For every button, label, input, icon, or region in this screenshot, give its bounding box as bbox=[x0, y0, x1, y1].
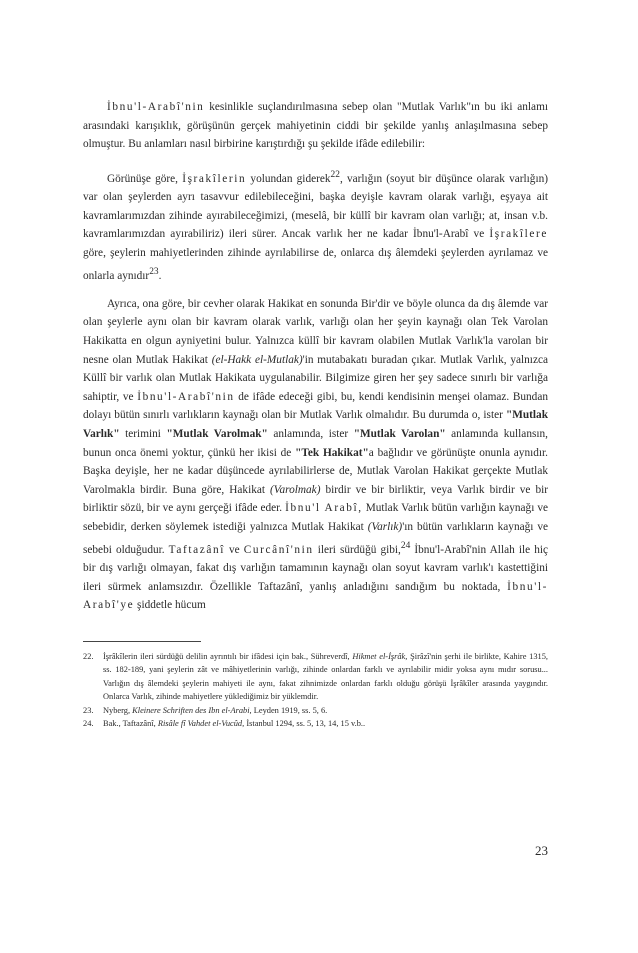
text-run: yolundan giderek bbox=[246, 172, 331, 185]
footnote-ref[interactable]: 22 bbox=[330, 169, 340, 180]
text-run: . bbox=[158, 269, 162, 282]
text-run: İstanbul 1294, ss. 5, 13, 14, 15 v.b.. bbox=[244, 719, 366, 729]
footnote-23 bbox=[83, 704, 548, 718]
paragraph-3 bbox=[83, 295, 548, 615]
text-run: Mutlak Varlık bütün varlığın kaynağı ve sebebidir, derken söylemek istediği yalnızca Mutlak Hakikat bbox=[83, 502, 548, 533]
text-run: şiddetle hücum bbox=[134, 599, 206, 612]
bold-term: "Mutlak Varolan" bbox=[353, 428, 446, 441]
text-run: Nyberg, bbox=[103, 705, 133, 715]
text-run: 'in mutabakatı buradan çıkar. Mutlak Varlık, yalnızca Küllî bir varlık olan Mutlak Hakikata uygulanabilir. Bilgimize giren her şey sadece sınırlı bir varlığa sahiptir, ve bbox=[83, 353, 548, 403]
text-run: göre, şeylerin mahiyetlerinden zihinde ayrılabilirse de, onlarca dış âlemdeki şeylerden ayrılamaz ve onlarla aynıdır bbox=[83, 246, 548, 282]
italic-title: Hikmet el-İşrâk, bbox=[352, 651, 408, 661]
paragraph-1 bbox=[83, 98, 548, 154]
paragraph-2 bbox=[83, 166, 548, 285]
text-run: kesinlikle suçlandırılmasına sebep olan "Mutlak Varlık"ın bu iki anlamı arasındaki karışıklık, görüşünün gerçek mahiyetinin ciddi bir şekilde yanlış anlaşılmasına sebep olmuştur. Bu anlamları nasıl birbirine karıştırdığı şu şekilde ifâde edilebilir: bbox=[83, 101, 548, 151]
page-number: 23 bbox=[535, 843, 548, 858]
text-run: birdir ve bir birliktir, veya Varlık birdir ve bir birliktir sözü, bir ve aynı gerçeği ifâde eder. bbox=[83, 483, 548, 515]
footnote-22 bbox=[83, 650, 548, 704]
italic-title: Kleinere Schriften des Ibn el-Arabi, bbox=[132, 705, 252, 715]
text-run: anlamında kullansın, bunun onca önemi yoktur, çünkü her ikisi de bbox=[83, 428, 548, 459]
footnote-ref[interactable]: 23 bbox=[149, 266, 159, 277]
author-name: Taftazânî bbox=[168, 543, 225, 556]
text-run: Leyden 1919, ss. 5, 6. bbox=[251, 705, 328, 715]
text-run: , varlığın (soyut bir düşünce olarak varlığın) var olan şeylerden ayrı tasavvur edilebileceğini, başka deyişle kavram olarak varlığı, eşyaya ait kavramlarımızdan zihinde ayırabileceğimizi, (meselâ, bir küllî bir kavram olan varlığı; at, insan v.b. kavramlarımızdan ayırabiliriz) ileri sürer. Ancak varlık her ne kadar İbnu'l-Arabî ve bbox=[83, 172, 548, 241]
text-run: ileri sürdüğü gibi, bbox=[313, 543, 401, 556]
author-name: İbnu'l-Arabî'nin bbox=[137, 390, 235, 403]
text-run: a bağlıdır ve görünüşte onunla aynıdır. Başka deyişle, her ne kadar düşüncede ayrılabilirlerse de, Mutlak Varolan Hakikat gerçekte Mutlak Varolmakla birdir. Buna göre, Hakikat bbox=[83, 446, 548, 496]
text-run: Şirâzî'nin şerhi ile birlikte, Kahire 1315, ss. 182-189, yani şeylerin zât ve mâhiyetlerinin varlığı, zihinde onlardan farklı ve ayrılabilir midir yoksa aynı mıdır sorusu... Varlığın dış âlemdeki şeylerin mahiyeti ile aynı, fakat zihnimizde onlardan farklı olduğu görüşü İşrâkîler arasında yaygındır. Onlarca Varlık, zihinde mahiyetlere yüklediğimiz bir yüklemdir. bbox=[103, 651, 549, 702]
footnote-number: 23. bbox=[83, 705, 94, 715]
text-run: ve bbox=[224, 543, 244, 556]
author-name: İşrakîlerin bbox=[182, 172, 247, 185]
author-name: İbnu'l-Arabî'ye bbox=[83, 580, 548, 612]
footnote-24 bbox=[83, 717, 548, 731]
text-run: Ayrıca, ona göre, bir cevher olarak Hakikat en sonunda Bir'dir ve böyle olunca da dış âlemde var olan şeylerle aynı olan bir kavram olarak varlık, varlığı olan her şeyin kaynağı olan Tek Varolan Hakikatta en olgun ayniyetini bulur. Yalnızca küllî bir kavram olabilen Mutlak Varlık'la varolan bir nesne olan Mutlak Hakikat bbox=[83, 297, 548, 366]
text-run: İşrâkîlerin ileri sürdüğü delilin ayrıntılı bir ifâdesi için bak., Sühreverdî, bbox=[103, 651, 353, 661]
footnote-ref[interactable]: 24 bbox=[400, 540, 411, 551]
italic-term: (el-Hakk el-Mutlak) bbox=[211, 353, 303, 366]
footnote-divider bbox=[83, 641, 201, 642]
italic-term: (Varolmak) bbox=[270, 483, 321, 496]
author-name: İbnu'l-Arabî'nin bbox=[107, 101, 205, 113]
text-run: de ifâde edeceği gibi, bu, kendi kendisinin menşei olamaz. Bundan dolayı bütün sınırlı varlıkların kaynağı olan bir Mutlak Varlık olmalıdır. Bu durumda o, ister bbox=[83, 390, 548, 422]
text-run: Görünüşe göre, bbox=[107, 172, 183, 185]
text-run: Bak., Taftazânî, bbox=[103, 719, 158, 729]
text-run: İbnu'l-Arabî'nin Allah ile hiç bir dış varlığı olmayan, fakat dış varlığın tamamının kaynağı olan soyut kavram varlık'ı kastettiğini ileri sürmek anlamsızdır. Özellikle Taftazânî, yanlış anladığını sandığım bu noktada, bbox=[83, 543, 548, 593]
bold-term: "Tek Hakikat" bbox=[295, 446, 369, 459]
footnote-number: 24. bbox=[83, 719, 94, 729]
author-name: İşrakîlere bbox=[489, 228, 548, 241]
bold-term: "Mutlak Varolmak" bbox=[166, 428, 268, 441]
bold-term: "Mutlak Varlık" bbox=[83, 409, 548, 441]
italic-title: Risâle fî Vahdet el-Vucûd, bbox=[157, 719, 245, 729]
text-run: 'ın bütün varlıkların kaynağı ve sebebi olduğudur. bbox=[83, 521, 548, 556]
footnote-number: 22. bbox=[83, 651, 94, 661]
page-body bbox=[83, 98, 548, 731]
author-name: Curcânî'nin bbox=[243, 543, 314, 556]
author-name: İbnu'l Arabî, bbox=[285, 502, 363, 515]
text-run: anlamında, ister bbox=[267, 428, 354, 441]
italic-term: (Varlık) bbox=[367, 521, 403, 533]
text-run: terimini bbox=[119, 428, 167, 441]
